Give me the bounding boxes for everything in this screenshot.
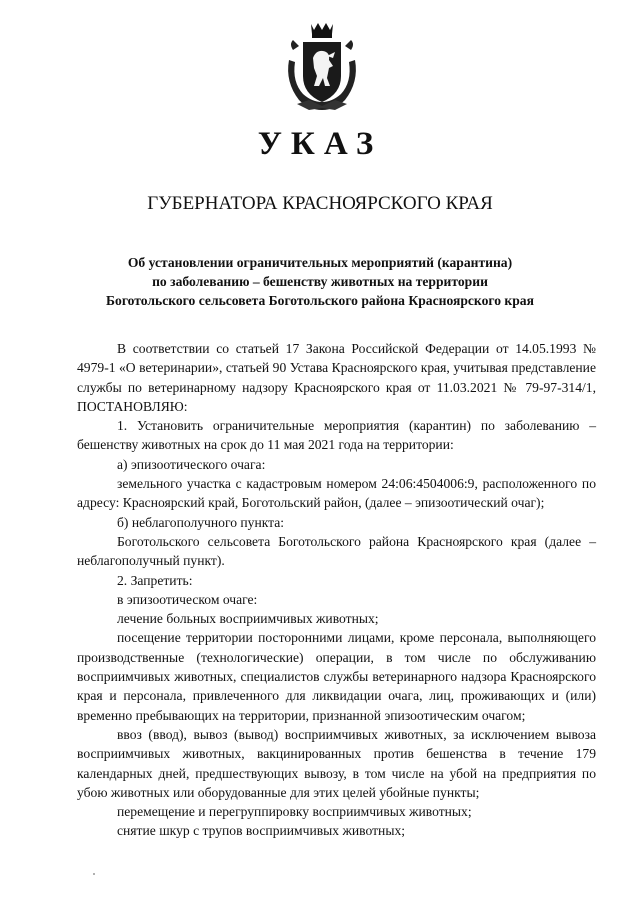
- document-subtitle: ГУБЕРНАТОРА КРАСНОЯРСКОГО КРАЯ: [147, 193, 493, 214]
- heading-line: Об установлении ограничительных мероприятий (карантина): [127, 255, 513, 270]
- heading-line: Боготольского сельсовета Боготольского района Красноярского края: [106, 293, 534, 308]
- paragraph-treatment-ban: лечение больных восприимчивых животных;: [117, 611, 379, 627]
- paragraph-land-plot: земельного участка с кадастровым номером 24:06:4504006:9, расположенного по адресу: Красноярский край, Боготольский район, (далее – эпизоотический очаг);: [77, 476, 596, 511]
- document-title: УКАЗ: [257, 126, 383, 162]
- paragraph-in-focus: в эпизоотическом очаге:: [117, 591, 258, 607]
- paragraph-subitem-b: б) неблагополучного пункта:: [117, 514, 285, 530]
- paragraph-item-2: 2. Запретить:: [117, 572, 193, 588]
- document-heading: [60, 253, 580, 310]
- paragraph-subitem-a: а) эпизоотического очага:: [117, 456, 266, 472]
- heading-line: по заболеванию – бешенству животных на территории: [152, 274, 488, 289]
- paragraph-item-1: 1. Установить ограничительные мероприятия (карантин) по заболеванию – бешенству животных на срок до 11 мая 2021 года на территории:: [77, 418, 596, 453]
- paragraph-skinning-ban: снятие шкур с трупов восприимчивых животных;: [117, 823, 406, 839]
- krasnoyarsk-coat-of-arms-icon: [283, 20, 361, 112]
- paragraph-settlement: Боготольского сельсовета Боготольского района Красноярского края (далее – неблагополучный пункт).: [77, 533, 596, 569]
- scan-speck: [93, 873, 95, 875]
- paragraph-preamble: В соответствии со статьей 17 Закона Российской Федерации от 14.05.1993 № 4979-1 «О ветеринарии», статьей 90 Устава Красноярского края, учитывая представление службы по ветеринарному надзору Красноярского края от 11.03.2021 № 79-97-314/1, ПОСТАНОВЛЯЮ:: [77, 341, 596, 414]
- paragraph-import-export-ban: ввоз (ввод), вывоз (вывод) восприимчивых животных, за исключением вывоза восприимчивых животных, вакцинированных против бешенства в течение 179 календарных дней, предшествующих вывозу, в том числе на убой на предприятия по убою животных или оборудованные для этих целей убойные пункты;: [77, 726, 596, 800]
- paragraph-movement-ban: перемещение и перегруппировку восприимчивых животных;: [117, 804, 472, 820]
- document-body: [77, 339, 596, 841]
- paragraph-visit-ban: посещение территории посторонними лицами, кроме персонала, выполняющего производственные (технологические) операции, в том числе по обслуживанию восприимчивых животных, специалистов службы ветеринарного надзора Красноярского края и персонала, привлеченного для ликвидации очага, лиц, проживающих и (или) временно пребывающих на территории, признанной эпизоотическим очагом;: [77, 630, 596, 723]
